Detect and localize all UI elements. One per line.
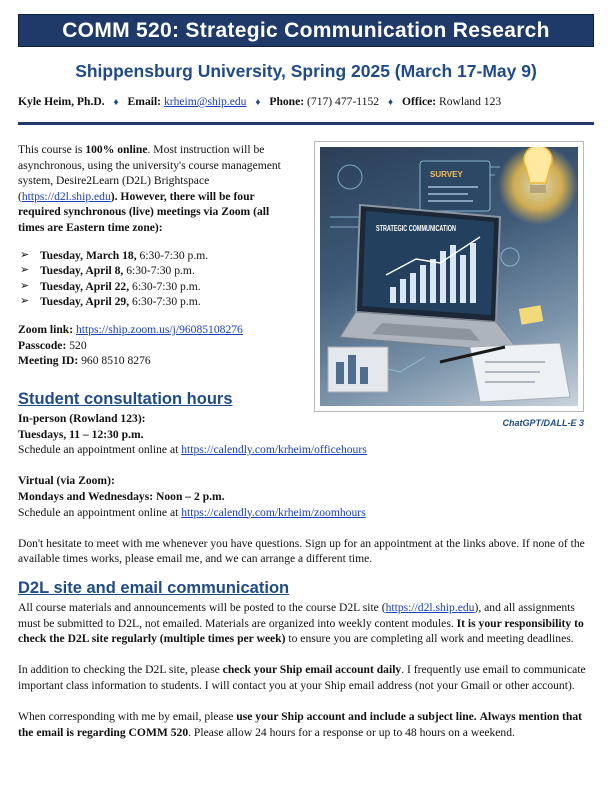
laptop bbox=[340, 205, 520, 352]
course-title-banner bbox=[18, 14, 594, 47]
session-time: 6:30-7:30 p.m. bbox=[123, 264, 195, 278]
illustration-graphic bbox=[320, 147, 578, 406]
correspondence-text: When corresponding with me by email, please bbox=[18, 710, 237, 724]
intro-paragraph bbox=[18, 142, 290, 236]
session-time: 6:30-7:30 p.m. bbox=[129, 295, 201, 309]
zoom-details bbox=[18, 322, 290, 369]
virtual-hours bbox=[18, 473, 590, 520]
schedule-text: Schedule an appointment online at bbox=[18, 505, 182, 519]
session-time: 6:30-7:30 p.m. bbox=[136, 248, 209, 262]
email-paragraph bbox=[18, 662, 590, 693]
session-day: Tuesday, April 29, bbox=[40, 295, 130, 309]
screen-title: STRATEGIC COMMUNICATION bbox=[376, 224, 457, 233]
correspondence-text: . Please allow 24 hours for a response or up to 48 hours on a weekend. bbox=[188, 725, 515, 739]
schedule-text: Schedule an appointment online at bbox=[18, 443, 182, 457]
zoom-label: Zoom link: bbox=[18, 322, 74, 336]
list-item bbox=[18, 294, 290, 310]
session-list bbox=[18, 248, 290, 310]
arrow-bullet-icon: ➢ bbox=[20, 248, 30, 261]
list-item bbox=[18, 263, 290, 279]
d2l-section bbox=[18, 600, 590, 740]
arrow-bullet-icon: ➢ bbox=[20, 279, 30, 292]
zoomhours-link[interactable]: https://calendly.com/krheim/zoomhours bbox=[181, 505, 366, 519]
passcode-value: 520 bbox=[69, 338, 87, 352]
inperson-time: Tuesdays, 11 – 12:30 p.m. bbox=[18, 427, 144, 441]
consultation-note: Don't hesitate to meet with me whenever you have questions. Sign up for an appointment at the links above. If none of the available times works, please email me, and we can arrange a different time. bbox=[18, 536, 585, 566]
office-location: Rowland 123 bbox=[439, 95, 502, 108]
session-day: Tuesday, March 18, bbox=[40, 248, 137, 262]
contact-line bbox=[18, 94, 598, 111]
instructor-name: Kyle Heim, Ph.D. bbox=[18, 95, 105, 108]
university-term: Shippensburg University, Spring 2025 (March 17-May 9) bbox=[75, 61, 537, 81]
diamond-icon: ♦ bbox=[113, 97, 119, 108]
intro-meetings: ). However, there will be four required synchronous (live) meetings via Zoom (all times are Eastern time zone): bbox=[18, 189, 270, 234]
consultation-section bbox=[18, 411, 590, 567]
meeting-id-label: Meeting ID: bbox=[18, 354, 79, 368]
email-label: Email: bbox=[127, 95, 162, 108]
correspondence-paragraph bbox=[18, 709, 590, 740]
course-title: COMM 520: Strategic Communication Research bbox=[62, 18, 550, 42]
correspondence-rule: use your Ship account and include a subject line. bbox=[236, 710, 477, 724]
virtual-time: Mondays and Wednesdays: Noon – 2 p.m. bbox=[18, 489, 225, 503]
office-label: Office: bbox=[402, 95, 437, 108]
inperson-label: In-person (Rowland 123): bbox=[18, 412, 146, 425]
session-day: Tuesday, April 8, bbox=[40, 264, 124, 278]
d2l-paragraph bbox=[18, 600, 590, 647]
d2l-responsibility: It is your responsibility to check the D2L site regularly (multiple times per week) bbox=[18, 616, 584, 646]
intro-online: 100% online bbox=[85, 143, 148, 156]
arrow-bullet-icon: ➢ bbox=[20, 295, 30, 308]
email-daily: check your Ship email account daily bbox=[222, 663, 402, 677]
officehours-link[interactable]: https://calendly.com/krheim/officehours bbox=[181, 443, 367, 457]
intro-text: This course is bbox=[18, 143, 86, 156]
consultation-heading: Student consultation hours bbox=[18, 390, 233, 408]
d2l-text: ), and all assignments must be submitted to D2L, not emailed. Materials are organized into weekly content modules. bbox=[18, 601, 575, 630]
survey-card bbox=[420, 161, 490, 211]
diamond-icon: ♦ bbox=[387, 97, 394, 108]
laptop-illustration bbox=[320, 147, 578, 406]
email-text: In addition to checking the D2L site, please bbox=[18, 663, 223, 677]
list-item bbox=[18, 279, 290, 295]
correspondence-mention: Always mention that the email is regarding COMM 520 bbox=[18, 710, 583, 739]
meeting-id-value: 960 8510 8276 bbox=[81, 354, 151, 368]
d2l-text: All course materials and announcements will be posted to the course D2L site ( bbox=[18, 601, 386, 614]
list-item bbox=[18, 248, 290, 264]
phone-number: (717) 477-1152 bbox=[307, 95, 380, 108]
course-intro bbox=[18, 142, 290, 369]
session-day: Tuesday, April 22, bbox=[40, 279, 130, 293]
virtual-label: Virtual (via Zoom): bbox=[18, 474, 115, 488]
header-divider bbox=[18, 122, 594, 125]
passcode-label: Passcode: bbox=[18, 338, 67, 352]
email-link[interactable]: krheim@ship.edu bbox=[163, 95, 247, 108]
illustration-frame bbox=[314, 141, 584, 412]
d2l-link[interactable]: https://d2l.ship.edu bbox=[21, 189, 111, 203]
survey-label: SURVEY bbox=[430, 170, 463, 179]
session-time: 6:30-7:30 p.m. bbox=[129, 279, 201, 293]
email-text: . I frequently use email to communicate important class information to students. I will contact you at your Ship email address (not your Gmail or other account). bbox=[18, 663, 586, 692]
intro-text: . Most instruction will be asynchronous, using the university's course management system, Desire2Learn (D2L) Brightspace ( bbox=[18, 143, 281, 203]
phone-label: Phone: bbox=[269, 95, 305, 108]
diamond-icon: ♦ bbox=[255, 97, 261, 108]
d2l-text: to ensure you are completing all work and meeting deadlines. bbox=[285, 632, 574, 646]
inperson-hours bbox=[18, 411, 590, 458]
d2l-site-link[interactable]: https://d2l.ship.edu bbox=[385, 601, 475, 614]
zoom-link[interactable]: https://ship.zoom.us/j/96085108276 bbox=[76, 322, 243, 336]
arrow-bullet-icon: ➢ bbox=[20, 264, 30, 277]
d2l-heading: D2L site and email communication bbox=[18, 579, 290, 597]
image-caption: ChatGPT/DALL-E 3 bbox=[502, 418, 584, 428]
